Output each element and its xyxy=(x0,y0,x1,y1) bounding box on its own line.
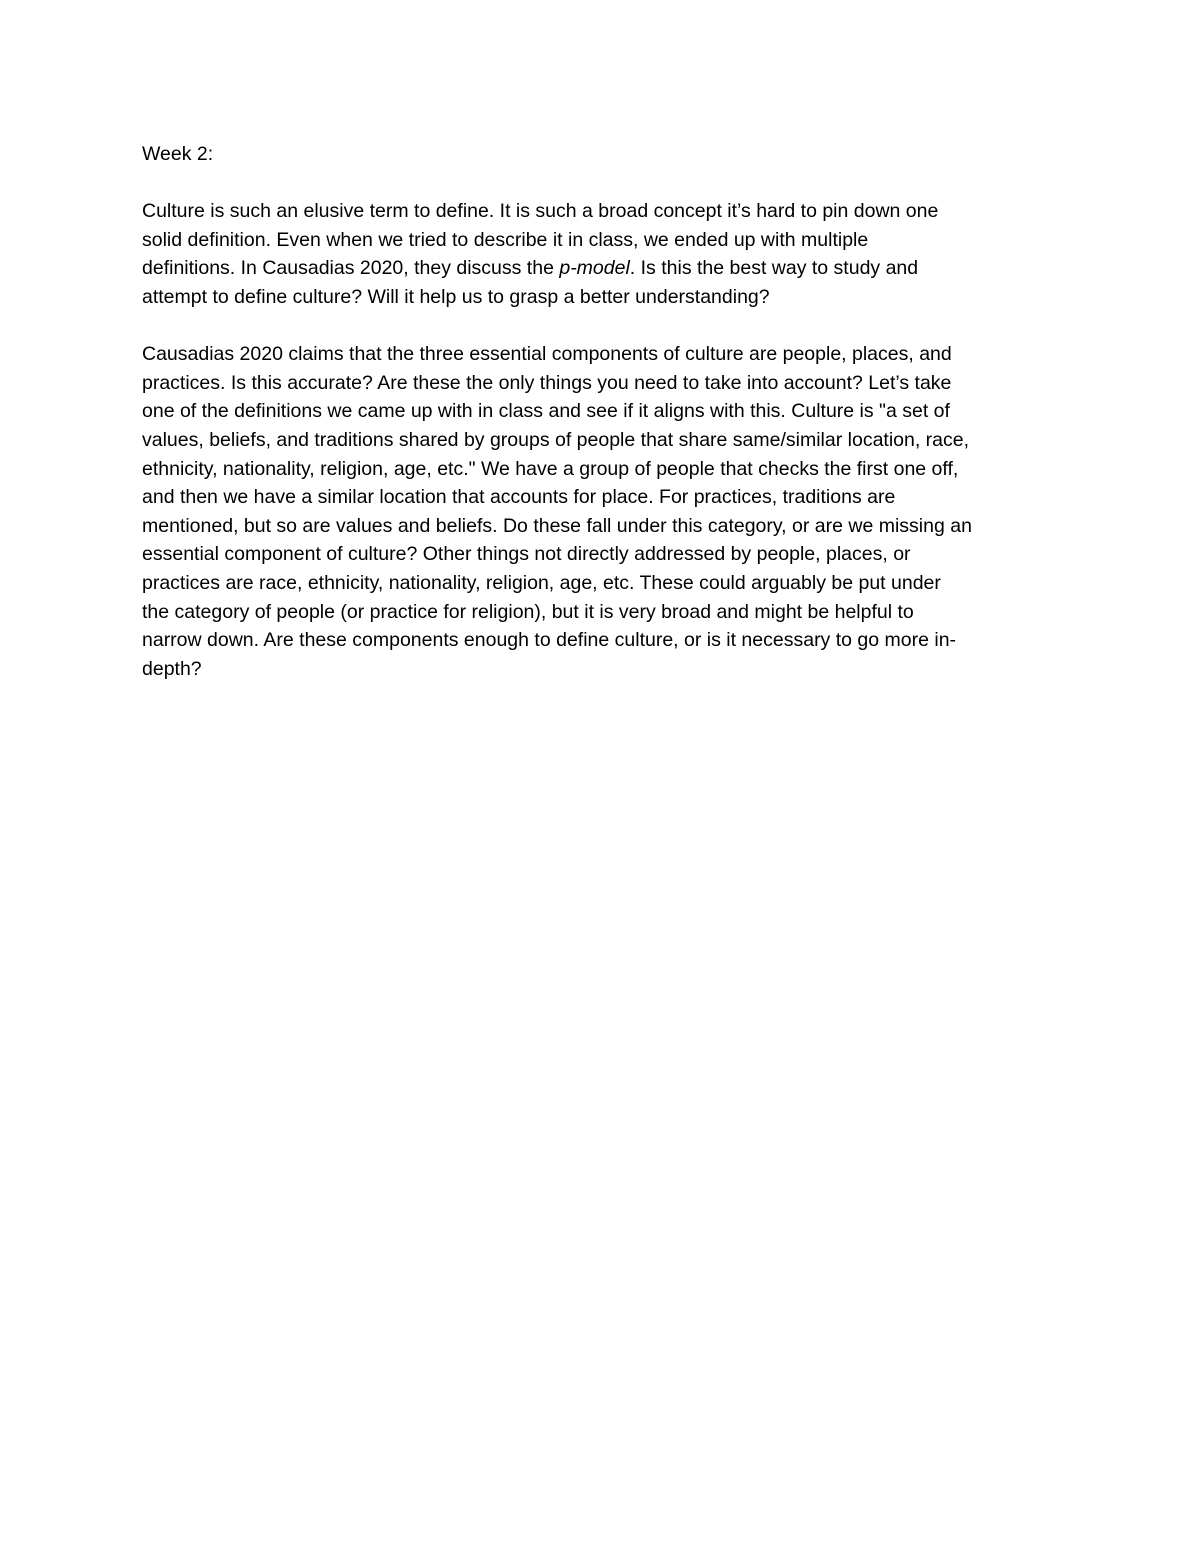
paragraph-2-line-1: Causadias 2020 claims that the three essential components of culture are people, places, and xyxy=(142,343,952,366)
paragraph-2-line-3: one of the definitions we came up with in class and see if it aligns with this. Culture is "a set of xyxy=(142,400,950,423)
paragraph-2-line-12: depth? xyxy=(142,657,202,680)
paragraph-2-line-9: practices are race, ethnicity, nationality, religion, age, etc. These could arguably be put under xyxy=(142,571,941,594)
paragraph-2-line-11: narrow down. Are these components enough to define culture, or is it necessary to go more in- xyxy=(142,629,957,652)
paragraph-2-line-7: mentioned, but so are values and beliefs. Do these fall under this category, or are we missing an xyxy=(142,514,972,537)
paragraph-2-line-6: and then we have a similar location that accounts for place. For practices, traditions are xyxy=(142,486,896,509)
paragraph-1-line-4: attempt to define culture? Will it help us to grasp a better understanding? xyxy=(142,285,770,308)
paragraph-2-line-8: essential component of culture? Other things not directly addressed by people, places, or xyxy=(142,543,911,566)
line-3-text-before: definitions. In Causadias 2020, they discuss the xyxy=(142,257,560,280)
paragraph-2-line-10: the category of people (or practice for religion), but it is very broad and might be helpful to xyxy=(142,600,914,623)
document-heading: Week 2: xyxy=(142,143,214,165)
p-model-term: p-model xyxy=(559,257,630,280)
line-3-text-after: . Is this the best way to study and xyxy=(629,257,919,280)
paragraph-2-line-4: values, beliefs, and traditions shared by groups of people that share same/similar location, race, xyxy=(142,428,970,451)
paragraph-1-line-3 xyxy=(142,254,1060,283)
paragraph-2-line-2: practices. Is this accurate? Are these the only things you need to take into account? Let’s take xyxy=(142,371,952,394)
paragraph-1-line-1: Culture is such an elusive term to define. It is such a broad concept it’s hard to pin down one xyxy=(142,200,939,223)
document-body xyxy=(142,140,1060,712)
paragraph-1-line-2: solid definition. Even when we tried to describe it in class, we ended up with multiple xyxy=(142,228,869,251)
paragraph-2-line-5: ethnicity, nationality, religion, age, etc." We have a group of people that checks the first one off, xyxy=(142,457,959,480)
paragraph-1 xyxy=(142,197,1060,311)
paragraph-2 xyxy=(142,340,1060,683)
